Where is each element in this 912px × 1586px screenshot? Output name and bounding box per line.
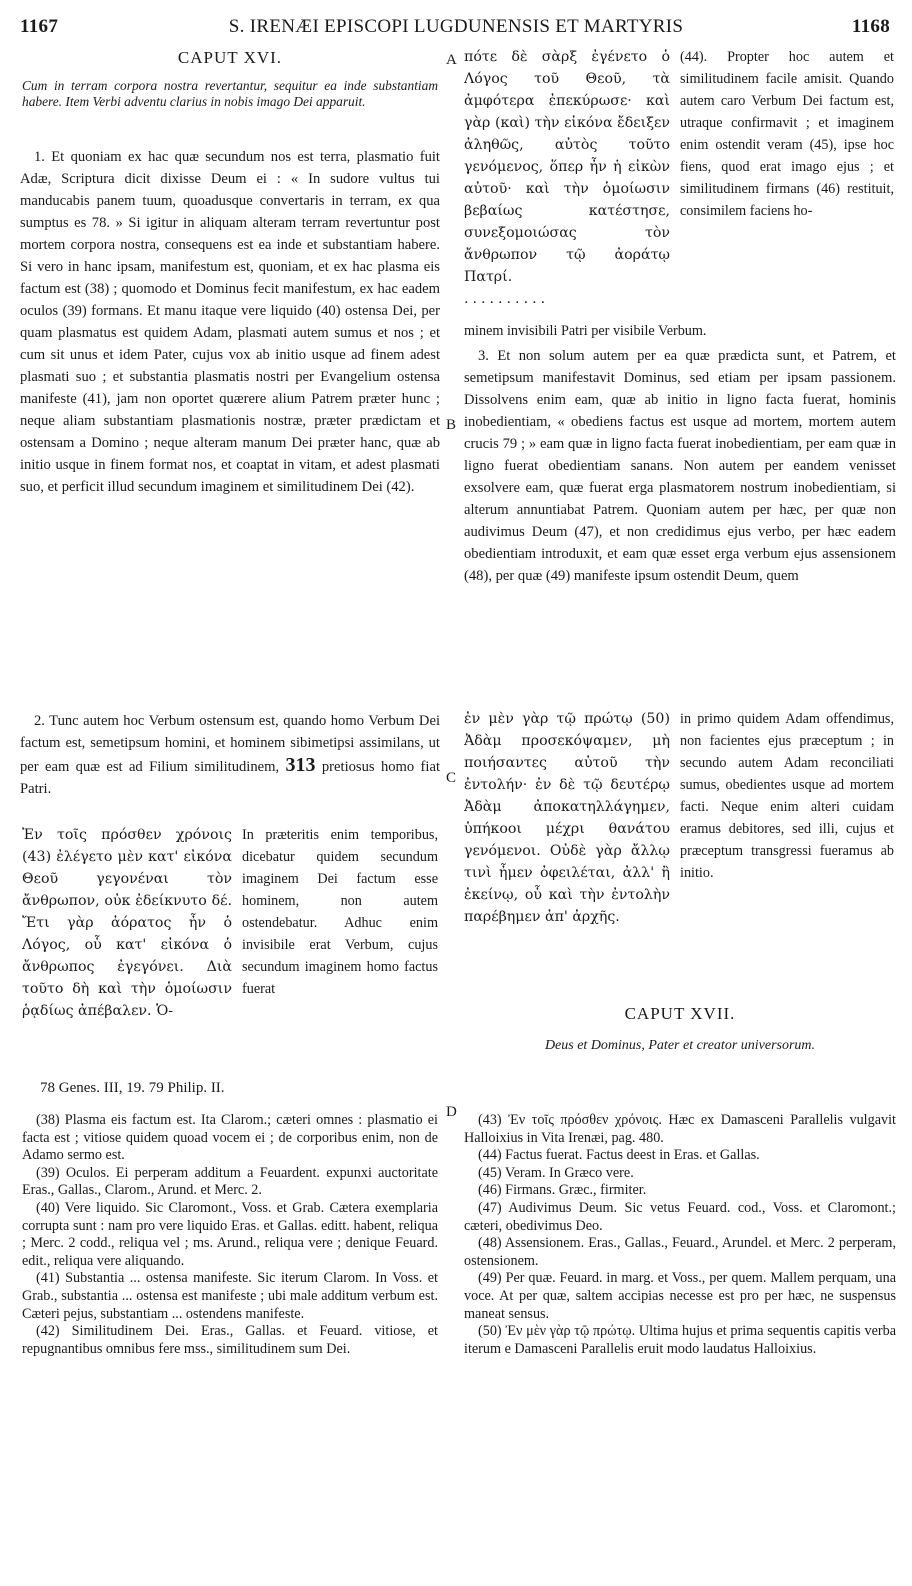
page-number-right: 1168: [851, 16, 890, 37]
latin-right-top-end: minem invisibili Patri per visibile Verbum.: [464, 323, 707, 339]
footnote: (45) Veram. In Græco vere.: [478, 1164, 634, 1181]
latin-right-bottom-block: [680, 708, 894, 976]
latin-left-block: [242, 824, 438, 1046]
greek-left-text: Ἐν τοῖς πρόσθεν χρόνοις (43) ἐλέγετο μὲν κατ' εἰκόνα Θεοῦ γεγονέναι τὸν ἄνθρωπον, οὐκ ἐδείκνυτο δέ. Ἔτι γὰρ ἀόρατος ἦν ὁ Λόγος, οὗ κατ' εἰκόνα ὁ ἄνθρωπος ἐγεγόνει. Διὰ τοῦτο δὴ καὶ τὴν ὁμοίωσιν ῥᾳδίως ἀπέβαλεν. Ὁ-: [22, 827, 232, 1019]
caput-xvii-summary: Deus et Dominus, Pater et creator universorum.: [544, 1038, 816, 1053]
footnote: (47) Audivimus Deum. Sic vetus Feuard. cod., Voss. et Claromont.; cæteri, obedivimus Deo.: [464, 1199, 896, 1234]
footnote: (49) Per quæ. Feuard. in marg. et Voss., per quem. Mallem perquam, una voce. At per quæ, saltem accipias necesse est pro per hæc, ne suspensus maneat sensus.: [464, 1270, 896, 1322]
latin-left-text: In præteritis enim temporibus, dicebatur quidem secundum imaginem Dei factum esse hominem, non autem ostendebatur. Adhuc enim invisibile erat Verbum, cujus secundum imaginem homo factus fuerat: [242, 827, 438, 997]
footnotes-left: [22, 1112, 438, 1572]
running-title: S. IRENÆI EPISCOPI LUGDUNENSIS ET MARTYRIS: [228, 16, 684, 37]
scripture-references: 78 Genes. III, 19. 79 Philip. II.: [40, 1080, 225, 1096]
greek-right-bottom-block: [464, 708, 670, 976]
old-page-marker: 313: [285, 754, 316, 776]
greek-ellipsis: ..........: [464, 291, 550, 307]
paragraph-3: [464, 345, 896, 699]
latin-right-top-text: (44). Propter hoc autem et similitudinem facile amisit. Quando autem caro Verbum Dei factum est, utraque confirmavit ; et imaginem enim ostendit veram (45), ipse hoc fiens, quod erat imago ejus ; et similitudinem firmans (46) restituit, consimilem faciens ho-: [680, 49, 894, 219]
paragraph-2: [20, 710, 440, 822]
footnote: (39) Oculos. Ei perperam additum a Feuardent. expunxi auctoritate Eras., Gallas., Clarom., Arund. et Merc. 2.: [22, 1164, 438, 1199]
paragraph-2-end: pretiosus homo fiat Patri.: [20, 759, 440, 797]
footnote: (40) Vere liquido. Sic Claromont., Voss. et Grab. Cætera exemplaria corrupta sunt : nam pro vere liquido Eras. et Gallas. editt. habent, reliqua ; Merc. 2 codd., reliqua vel ; ms. Arund., reliqua vere ; denique Feuard. edit., reliqua vere aliquando.: [22, 1199, 438, 1269]
paragraph-2-start: 2. Tunc autem hoc Verbum ostensum est, quando homo Verbum Dei factum est, semetipsum homini, et hominem sibimetipsi assimilans, ut per eam quæ est ad Filium similitudinem,: [20, 713, 440, 775]
footnote: (44) Factus fuerat. Factus deest in Eras. et Gallas.: [478, 1147, 760, 1164]
greek-left-block: [22, 824, 232, 1046]
margin-letter-a: A: [446, 52, 457, 68]
latin-right-top-block: [680, 46, 894, 332]
footnote: (38) Plasma eis factum est. Ita Clarom.; cæteri omnes : plasmatio ei facta est ; vitiose quidem quoad vocem ei ; de corporibus enim, non de Adamo sermo est.: [22, 1112, 438, 1164]
greek-right-top-text: πότε δὲ σὰρξ ἐγένετο ὁ Λόγος τοῦ Θεοῦ, τὰ ἀμφότερα ἐπεκύρωσε· καὶ γὰρ (καὶ) τὴν εἰκόνα ἔδειξεν ἀληθῶς, αὐτὸς τοῦτο γενόμενος, ὅπερ ἦν ἡ εἰκὼν αὐτοῦ· καὶ τὴν ὁμοίωσιν βεβαίως κατέστησε, συνεξομοιώσας τὸν ἄνθρωπον τῷ ἀοράτῳ Πατρί.: [464, 49, 670, 285]
margin-letter-b: B: [446, 417, 457, 433]
greek-right-bottom-text: ἐν μὲν γὰρ τῷ πρώτῳ (50) Ἀδὰμ προσεκόψαμεν, μὴ ποιήσαντες αὐτοῦ τὴν ἐντολήν· ἐν δὲ τῷ δευτέρῳ Ἀδὰμ ἀποκατηλλάγημεν, ὑπήκοοι μέχρι θανάτου γενόμενοι. Οὐδὲ γὰρ ἄλλῳ τινὶ ἦμεν ὀφειλέται, ἀλλ' ἢ ἐκείνῳ, οὗ καὶ τὴν ἐντολὴν παρέβημεν ἀπ' ἀρχῆς.: [464, 711, 670, 925]
margin-letter-c: C: [446, 770, 457, 786]
footnote: (50) Ἐν μὲν γὰρ τῷ πρώτῳ. Ultima hujus et prima sequentis capitis verba iterum e Damasceni Parallelis eruit modo laudatus Halloixius.: [464, 1323, 896, 1357]
footnote: (42) Similitudinem Dei. Eras., Gallas. et Feuard. vitiose, et repugnantibus omnibus fere mss., similitudinem sum Dei.: [22, 1323, 438, 1357]
caput-xvi-title: CAPUT XVI.: [177, 48, 283, 67]
margin-letter-d: D: [446, 1104, 457, 1120]
footnote: (41) Substantia ... ostensa manifeste. Sic iterum Clarom. In Voss. et Grab., substantia ... ostensa est manifeste ; ubi male additum verbum est. Cæteri pejus, substantiam ... ostendens manifeste.: [22, 1270, 438, 1322]
paragraph-1-text: 1. Et quoniam ex hac quæ secundum nos est terra, plasmatio fuit Adæ, Scriptura dicit dixisse Deum ei : « In sudore vultus tui manducabis panem tuum, quoadusque convertaris in terram, ex qua sumptus es 78. » Si igitur in aliquam alteram terram revertuntur post mortem corpora nostra, consequens est ea inde et substantiam habere. Si vero in hanc ipsam, manifestum est, quoniam, et ex hac plasma eis factum est (38) ; quomodo et Dominus fecit manifestum, ex hac eadem oculos (39) formans. Et manu itaque vere liquido (40) ostensa Dei, per quam plasmatus est quidem Adam, plasmati autem sumus et nos ; et cum sit unus et idem Pater, cujus vox ab initio usque ad finem adest plasmati suo ; et substantia plasmatis nostri per Evangelium ostensa manifeste (41), jam non oportet quærere alium Patrem præter hunc ; neque aliam substantiam plasmationis nostræ, præter prædictam et ostensam a Domino ; neque alteram manum Dei præter hanc, quæ ab initio usque in finem format nos, et coaptat in vitam, et adest plasmati suo, et perficit illud secundum imaginem et similitudinem Dei (42).: [20, 149, 440, 495]
paragraph-1: [20, 146, 440, 706]
footnote: (46) Firmans. Græc., firmiter.: [478, 1182, 647, 1199]
greek-right-top-block: [464, 46, 670, 308]
caput-xvi-summary: Cum in terram corpora nostra revertantur, sequitur ea inde substantiam habere. Item Verbi adventu clarius in nobis imago Dei apparuit.: [22, 78, 438, 109]
page-number-left: 1167: [20, 16, 59, 37]
footnote: (48) Assensionem. Eras., Gallas., Feuard., Arundel. et Merc. 2 perperam, ostensionem.: [464, 1235, 896, 1269]
footnote: (43) Ἐν τοῖς πρόσθεν χρόνοις. Hæc ex Damasceni Parallelis vulgavit Halloixius in Vita Irenæi, pag. 480.: [464, 1112, 896, 1146]
latin-right-bottom-text: in primo quidem Adam offendimus, non facientes ejus præceptum ; in secundo autem Adam reconciliati sumus, obedientes usque ad mortem facti. Neque enim alteri cuidam eramus debitores, sed illi, cujus et præceptum transgressi fueramus ab initio.: [680, 711, 894, 881]
footnotes-right: [464, 1112, 896, 1572]
caput-xvii-title: CAPUT XVII.: [624, 1004, 736, 1023]
paragraph-3-text: 3. Et non solum autem per ea quæ prædicta sunt, et Patrem, et semetipsum manifestavit Dominus, sed etiam per ipsam passionem. Dissolvens enim eam, quæ ab initio in ligno facta fuerat, hominis inobedientiam, « obediens factus est usque ad mortem, mortem autem crucis 79 ; » eam quæ in ligno facta fuerat inobedientiam, per eam quæ in ligno fuerat obedientiam sanans. Non autem per eandem venisset exsolvere eam, quæ fuerat erga plasmatorem nostrum inobedientiam, si alterum annuntiabat Patrem. Quoniam autem per hæc, per quæ non audivimus Deum (47), et non credidimus ejus verbo, per hæc eadem obedientiam introduxit, et eam quæ esset erga verbum ejus assensionem (48), per quæ (49) manifeste ipsum ostendit Deum, quem: [464, 348, 896, 584]
